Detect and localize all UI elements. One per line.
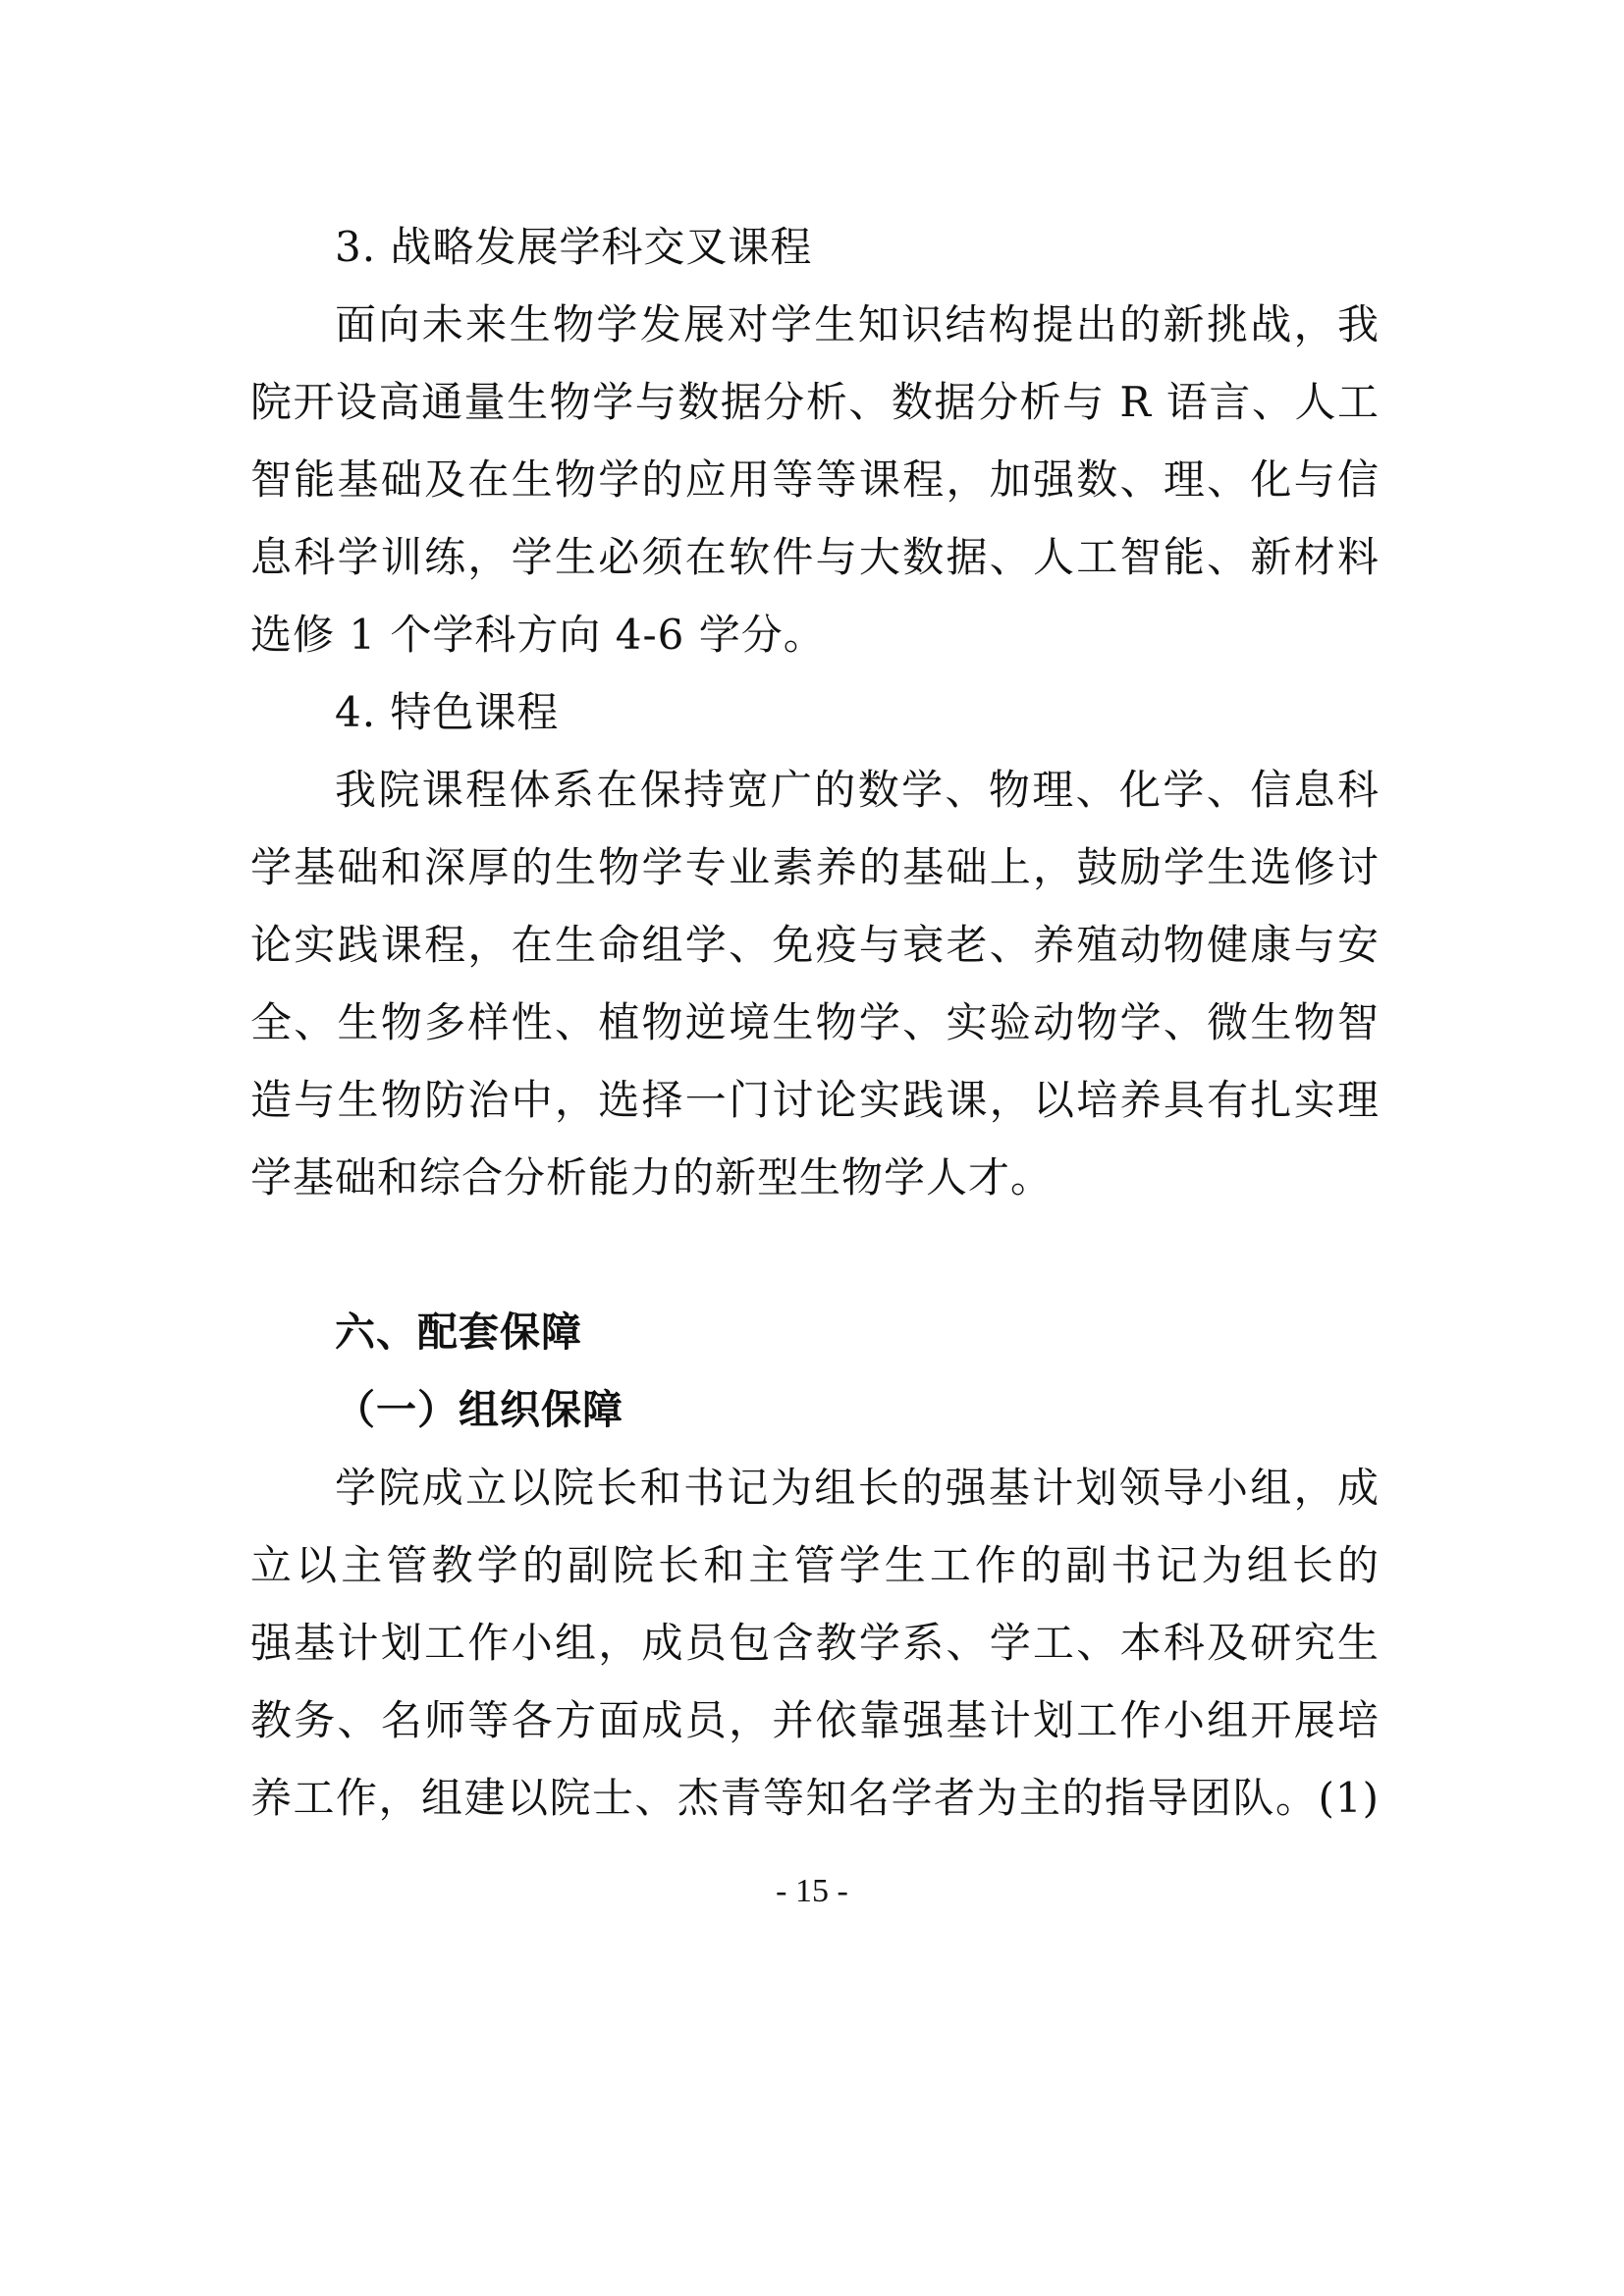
paragraph-line: 学院成立以院长和书记为组长的强基计划领导小组，成 — [335, 1464, 1380, 1512]
paragraph-line: 息科学训练，学生必须在软件与大数据、人工智能、新材料 — [250, 533, 1380, 581]
paragraph-line: 我院课程体系在保持宽广的数学、物理、化学、信息科 — [335, 766, 1380, 814]
page-number: - 15 - — [776, 1873, 848, 1909]
paragraph-line: 全、生物多样性、植物逆境生物学、实验动物学、微生物智 — [250, 998, 1380, 1046]
chapter-subheading: （一）组织保障 — [335, 1386, 623, 1433]
paragraph-line: 选修 1 个学科方向 4-6 学分。 — [250, 611, 826, 659]
page-body — [250, 208, 1380, 1837]
section-spacer — [250, 1216, 1380, 1294]
paragraph-line: 学基础和综合分析能力的新型生物学人才。 — [250, 1153, 1054, 1201]
paragraph-line: 造与生物防治中，选择一门讨论实践课，以培养具有扎实理 — [250, 1076, 1380, 1124]
chapter-heading: 六、配套保障 — [335, 1308, 582, 1356]
paragraph-line: 院开设高通量生物学与数据分析、数据分析与 R 语言、人工 — [250, 378, 1380, 426]
paragraph-line: 论实践课程，在生命组学、免疫与衰老、养殖动物健康与安 — [250, 921, 1380, 969]
section-3-heading: 3. 战略发展学科交叉课程 — [335, 223, 813, 271]
paragraph-line: 教务、名师等各方面成员，并依靠强基计划工作小组开展培 — [250, 1696, 1380, 1744]
paragraph-line: 强基计划工作小组，成员包含教学系、学工、本科及研究生 — [250, 1619, 1380, 1667]
section-4-heading: 4. 特色课程 — [335, 688, 560, 736]
paragraph-line: 学基础和深厚的生物学专业素养的基础上，鼓励学生选修讨 — [250, 843, 1380, 891]
paragraph-line: 面向未来生物学发展对学生知识结构提出的新挑战，我 — [335, 300, 1380, 348]
paragraph-line: 立以主管教学的副院长和主管学生工作的副书记为组长的 — [250, 1541, 1380, 1589]
paragraph-line: 养工作，组建以院士、杰青等知名学者为主的指导团队。(1) — [250, 1774, 1380, 1822]
paragraph-line: 智能基础及在生物学的应用等等课程，加强数、理、化与信 — [250, 455, 1380, 504]
